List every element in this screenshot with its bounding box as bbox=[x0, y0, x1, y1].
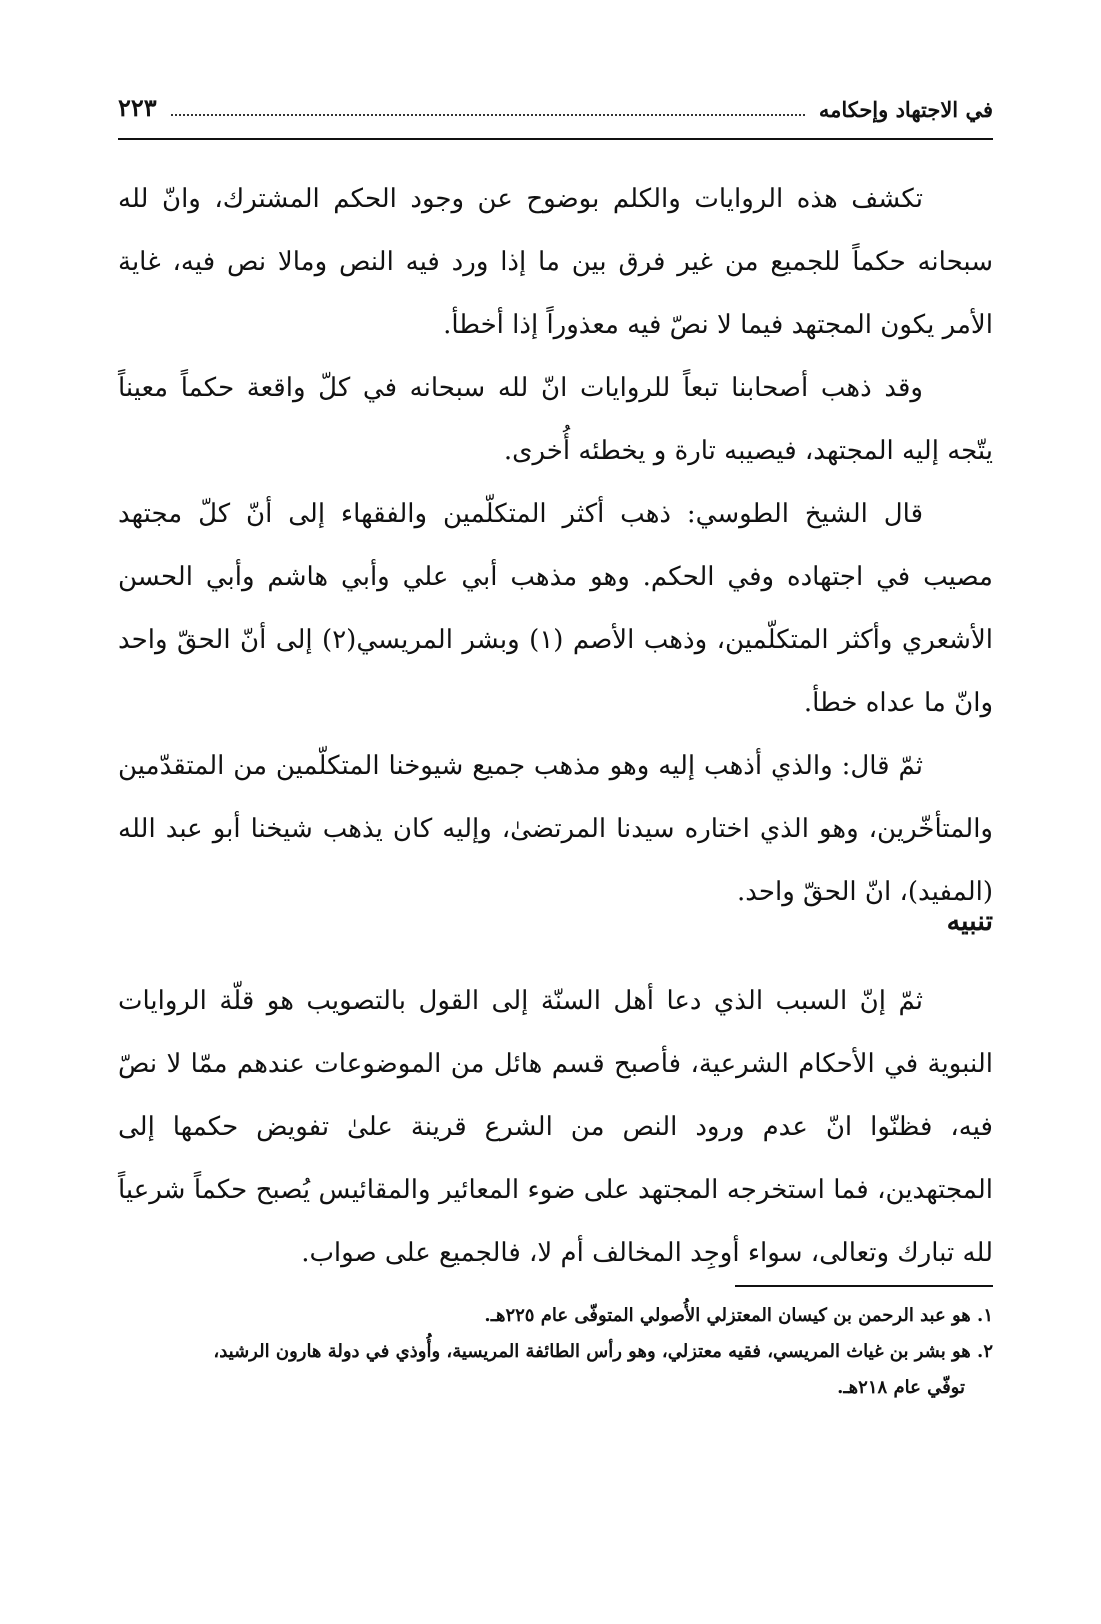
section-heading: تنبيه bbox=[946, 906, 993, 937]
paragraph: وقد ذهب أصحابنا تبعاً للروايات انّ لله سبحانه في كلّ واقعة حكماً معيناً يتّجه إليه المجتهد، فيصيبه تارة و يخطئه أُخرى. bbox=[118, 373, 993, 466]
footnotes bbox=[118, 1298, 993, 1406]
footnote-2-continuation: توفّي عام ٢١٨هـ. bbox=[837, 1377, 965, 1398]
main-text bbox=[118, 168, 993, 924]
paragraph: تكشف هذه الروايات والكلم بوضوح عن وجود الحكم المشترك، وانّ لله سبحانه حكماً للجميع من غير فرق بين ما إذا ورد فيه النص ومالا نص فيه، غاية الأمر يكون المجتهد فيما لا نصّ فيه معذوراً إذا أخطأ. bbox=[118, 184, 993, 340]
paragraph: ثمّ إنّ السبب الذي دعا أهل السنّة إلى القول بالتصويب هو قلّة الروايات النبوية في الأحكام الشرعية، فأصبح قسم هائل من الموضوعات عندهم ممّا لا نصّ فيه، فظنّوا انّ عدم ورود النص من الشرع قرينة علىٰ تفويض حكمها إلى المجتهدين، فما استخرجه المجتهد على ضوء المعائير والمقائيس يُصبح حكماً شرعياً لله تبارك وتعالى، سواء أوجِد المخالف أم لا، فالجميع على صواب. bbox=[118, 986, 993, 1268]
page-header bbox=[118, 70, 993, 126]
leader-dots bbox=[171, 114, 805, 116]
book-page bbox=[118, 70, 993, 1570]
footnote-2: ٢. هو بشر بن غياث المريسي، فقيه معتزلي، وهو رأس الطائفة المريسية، وأُوذي في دولة هارون الرشيد، bbox=[213, 1341, 993, 1362]
footnote-1: ١. هو عبد الرحمن بن كيسان المعتزلي الأُصولي المتوفّى عام ٢٢٥هـ. bbox=[484, 1305, 993, 1326]
paragraph: ثمّ قال: والذي أذهب إليه وهو مذهب جميع شيوخنا المتكلّمين من المتقدّمين والمتأخّرين، وهو الذي اختاره سيدنا المرتضىٰ، وإليه كان يذهب شيخنا أبو عبد الله (المفيد)، انّ الحقّ واحد. bbox=[118, 751, 993, 907]
footnote-rule bbox=[735, 1285, 993, 1287]
paragraph: قال الشيخ الطوسي: ذهب أكثر المتكلّمين والفقهاء إلى أنّ كلّ مجتهد مصيب في اجتهاده وفي الحكم. وهو مذهب أبي علي وأبي هاشم وأبي الحسن الأشعري وأكثر المتكلّمين، وذهب الأصم (١) وبشر المريسي(٢) إلى أنّ الحقّ واحد وانّ ما عداه خطأ. bbox=[118, 499, 993, 718]
section-text bbox=[118, 970, 993, 1285]
page-number: ٢٢٣ bbox=[118, 93, 157, 122]
running-title: في الاجتهاد وإحكامه bbox=[818, 97, 993, 122]
header-rule bbox=[118, 138, 993, 140]
